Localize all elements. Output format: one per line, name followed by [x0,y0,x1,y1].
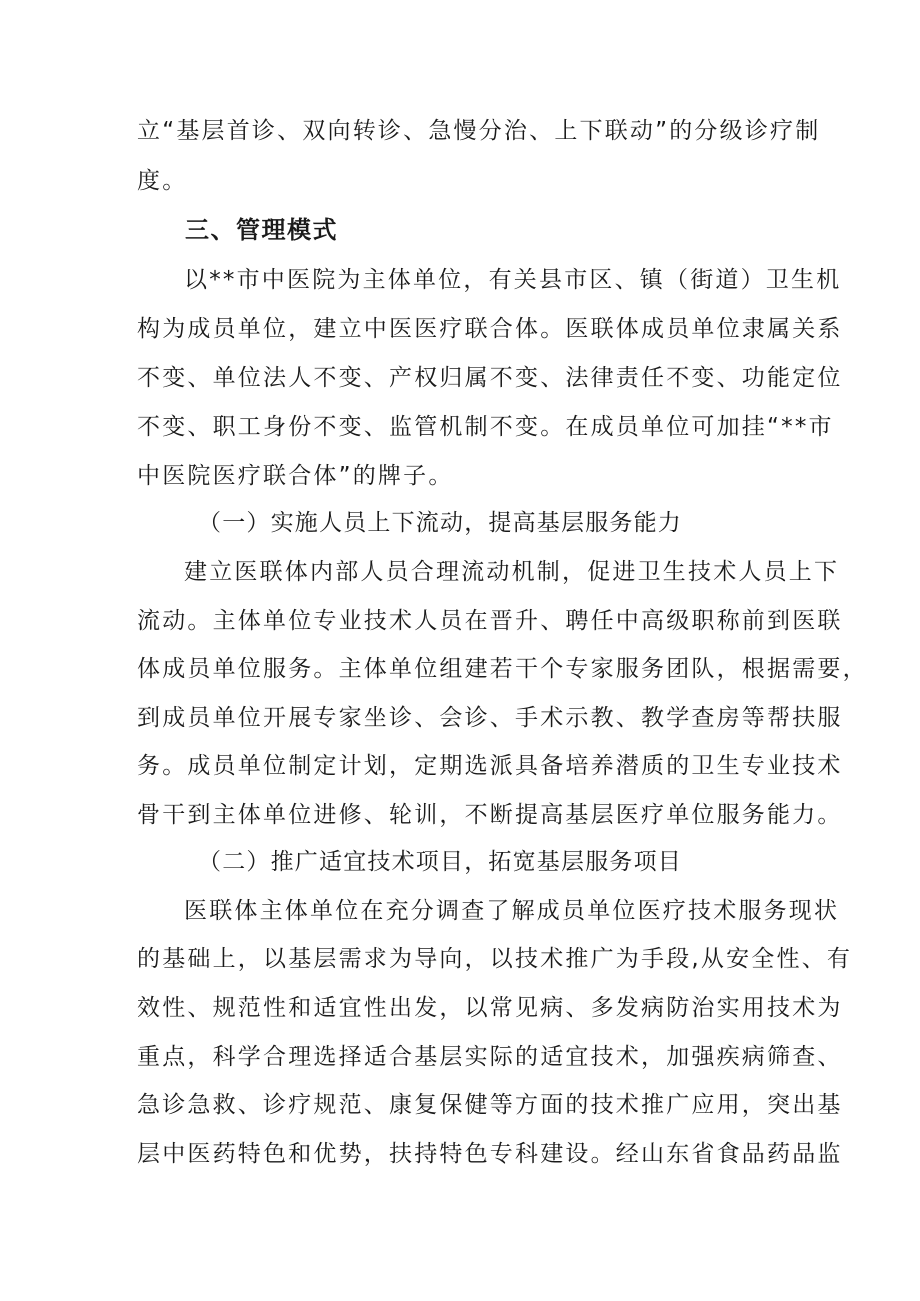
section-heading: 三、管理模式 [185,216,338,244]
subsection-heading: （一）实施人员上下流动，提高基层服务能力 [198,510,682,536]
paragraph-line: 中医院医疗联合体”的牌子。 [137,463,454,489]
paragraph-line: 骨干到主体单位进修、轮训，不断提高基层医疗单位服务能力。 [137,802,843,828]
paragraph-line: 流动。主体单位专业技术人员在晋升、聘任中高级职称前到医联 [137,608,843,634]
paragraph-line: 立“基层首诊、双向转诊、急慢分治、上下联动”的分级诊疗制 [137,118,821,144]
paragraph-line: 的基础上，以基层需求为导向，以技术推广为手段,从安全性、有 [137,946,853,972]
paragraph-line: 急诊急救、诊疗规范、康复保健等方面的技术推广应用，突出基 [137,1092,843,1118]
paragraph-line: 务。成员单位制定计划，定期选派具备培养潜质的卫生专业技术 [137,753,843,779]
paragraph-line: 重点，科学合理选择适合基层实际的适宜技术，加强疾病筛查、 [137,1044,843,1070]
paragraph-line: 不变、单位法人不变、产权归属不变、法律责任不变、功能定位 [137,365,843,391]
paragraph-line: 到成员单位开展专家坐诊、会诊、手术示教、教学查房等帮扶服 [137,705,843,731]
paragraph-line: 层中医药特色和优势，扶持特色专科建设。经山东省食品药品监 [137,1141,843,1167]
paragraph-line: 效性、规范性和适宜性出发，以常见病、多发病防治实用技术为 [137,995,843,1021]
paragraph-line: 医联体主体单位在充分调查了解成员单位医疗技术服务现状 [184,898,840,924]
paragraph-line: 度。 [137,168,188,194]
paragraph-line: 构为成员单位，建立中医医疗联合体。医联体成员单位隶属关系 [137,316,843,342]
paragraph-line: 不变、职工身份不变、监管机制不变。在成员单位可加挂“**市 [137,414,834,440]
subsection-heading: （二）推广适宜技术项目，拓宽基层服务项目 [198,849,682,875]
paragraph-line: 建立医联体内部人员合理流动机制，促进卫生技术人员上下 [184,559,840,585]
paragraph-line: 体成员单位服务。主体单位组建若干个专家服务团队，根据需要， [137,656,868,682]
paragraph-line: 以**市中医院为主体单位，有关县市区、镇（街道）卫生机 [184,267,842,293]
